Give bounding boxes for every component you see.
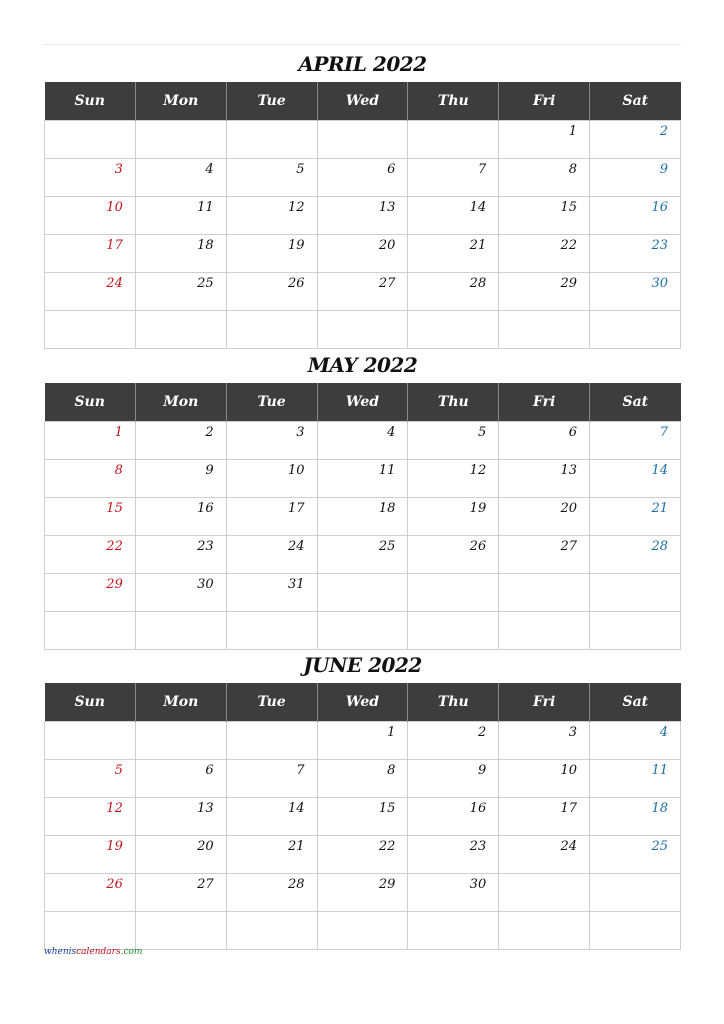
weekday-thu: Thu xyxy=(408,383,499,422)
month-april xyxy=(44,46,681,349)
month-title: JUNE 2022 xyxy=(303,653,422,677)
day-cell: 2 xyxy=(408,722,499,760)
day-cell: 10 xyxy=(45,197,136,235)
day-cell xyxy=(317,121,408,159)
week-row xyxy=(45,159,681,197)
day-cell: 30 xyxy=(590,273,681,311)
day-cell xyxy=(226,722,317,760)
weekday-sat: Sat xyxy=(590,683,681,722)
week-row xyxy=(45,121,681,159)
week-row xyxy=(45,422,681,460)
weekday-mon: Mon xyxy=(135,383,226,422)
month-title: APRIL 2022 xyxy=(298,52,427,76)
day-cell: 14 xyxy=(590,460,681,498)
day-cell: 25 xyxy=(317,536,408,574)
week-row xyxy=(45,722,681,760)
day-cell: 9 xyxy=(135,460,226,498)
day-cell: 5 xyxy=(226,159,317,197)
day-cell: 30 xyxy=(408,874,499,912)
day-cell: 13 xyxy=(135,798,226,836)
weekday-fri: Fri xyxy=(499,383,590,422)
day-cell: 27 xyxy=(135,874,226,912)
day-cell xyxy=(317,574,408,612)
day-cell xyxy=(408,121,499,159)
day-cell: 17 xyxy=(226,498,317,536)
day-cell: 9 xyxy=(408,760,499,798)
day-cell: 7 xyxy=(408,159,499,197)
week-row xyxy=(45,836,681,874)
day-cell xyxy=(590,574,681,612)
week-row xyxy=(45,235,681,273)
day-cell: 19 xyxy=(45,836,136,874)
weekday-sat: Sat xyxy=(590,82,681,121)
day-cell: 15 xyxy=(499,197,590,235)
calendar-grid xyxy=(44,683,681,950)
week-row xyxy=(45,460,681,498)
day-cell xyxy=(408,612,499,650)
day-cell xyxy=(499,874,590,912)
day-cell xyxy=(590,912,681,950)
week-row xyxy=(45,273,681,311)
weekday-mon: Mon xyxy=(135,82,226,121)
day-cell xyxy=(135,311,226,349)
day-cell: 4 xyxy=(135,159,226,197)
day-cell: 27 xyxy=(317,273,408,311)
weekday-header-row xyxy=(45,82,681,121)
day-cell: 20 xyxy=(135,836,226,874)
day-cell: 3 xyxy=(45,159,136,197)
day-cell xyxy=(226,121,317,159)
day-cell xyxy=(45,311,136,349)
day-cell xyxy=(135,121,226,159)
day-cell xyxy=(499,311,590,349)
weekday-tue: Tue xyxy=(226,683,317,722)
calendar-grid xyxy=(44,82,681,349)
day-cell xyxy=(135,912,226,950)
day-cell xyxy=(408,574,499,612)
weekday-sun: Sun xyxy=(45,683,136,722)
day-cell: 3 xyxy=(499,722,590,760)
day-cell xyxy=(590,874,681,912)
calendar-grid xyxy=(44,383,681,650)
week-row xyxy=(45,311,681,349)
day-cell: 6 xyxy=(317,159,408,197)
day-cell: 20 xyxy=(499,498,590,536)
weekday-thu: Thu xyxy=(408,683,499,722)
day-cell: 24 xyxy=(226,536,317,574)
day-cell xyxy=(317,311,408,349)
day-cell: 14 xyxy=(226,798,317,836)
day-cell: 16 xyxy=(408,798,499,836)
day-cell: 5 xyxy=(45,760,136,798)
day-cell: 29 xyxy=(317,874,408,912)
month-title: MAY 2022 xyxy=(307,353,418,377)
month-june xyxy=(44,647,681,950)
day-cell: 19 xyxy=(408,498,499,536)
day-cell: 22 xyxy=(499,235,590,273)
day-cell: 26 xyxy=(45,874,136,912)
day-cell: 10 xyxy=(226,460,317,498)
weekday-wed: Wed xyxy=(317,82,408,121)
weekday-wed: Wed xyxy=(317,683,408,722)
day-cell: 6 xyxy=(499,422,590,460)
day-cell: 13 xyxy=(499,460,590,498)
weekday-sun: Sun xyxy=(45,383,136,422)
day-cell xyxy=(45,912,136,950)
calendar-body xyxy=(45,121,681,349)
day-cell: 26 xyxy=(226,273,317,311)
day-cell xyxy=(317,912,408,950)
day-cell: 25 xyxy=(135,273,226,311)
day-cell xyxy=(45,722,136,760)
day-cell xyxy=(226,912,317,950)
day-cell: 25 xyxy=(590,836,681,874)
day-cell: 28 xyxy=(408,273,499,311)
day-cell: 9 xyxy=(590,159,681,197)
day-cell: 15 xyxy=(317,798,408,836)
day-cell xyxy=(135,722,226,760)
day-cell: 3 xyxy=(226,422,317,460)
calendar-body xyxy=(45,722,681,950)
weekday-wed: Wed xyxy=(317,383,408,422)
day-cell: 13 xyxy=(317,197,408,235)
day-cell: 18 xyxy=(135,235,226,273)
day-cell: 20 xyxy=(317,235,408,273)
website-link-part: calendars xyxy=(76,947,121,957)
day-cell xyxy=(317,612,408,650)
week-row xyxy=(45,574,681,612)
day-cell: 4 xyxy=(590,722,681,760)
week-row xyxy=(45,760,681,798)
day-cell: 12 xyxy=(226,197,317,235)
day-cell: 23 xyxy=(590,235,681,273)
day-cell: 11 xyxy=(135,197,226,235)
day-cell: 22 xyxy=(45,536,136,574)
week-row xyxy=(45,498,681,536)
weekday-sat: Sat xyxy=(590,383,681,422)
day-cell xyxy=(499,612,590,650)
weekday-thu: Thu xyxy=(408,82,499,121)
day-cell xyxy=(45,121,136,159)
calendar-body xyxy=(45,422,681,650)
day-cell: 1 xyxy=(45,422,136,460)
day-cell: 21 xyxy=(590,498,681,536)
day-cell xyxy=(499,574,590,612)
day-cell xyxy=(590,311,681,349)
day-cell: 14 xyxy=(408,197,499,235)
month-may xyxy=(44,347,681,650)
day-cell: 29 xyxy=(499,273,590,311)
day-cell: 23 xyxy=(135,536,226,574)
day-cell: 10 xyxy=(499,760,590,798)
day-cell: 1 xyxy=(499,121,590,159)
day-cell xyxy=(45,612,136,650)
week-row xyxy=(45,912,681,950)
day-cell: 6 xyxy=(135,760,226,798)
weekday-mon: Mon xyxy=(135,683,226,722)
weekday-header-row xyxy=(45,383,681,422)
website-link[interactable] xyxy=(44,947,142,957)
day-cell: 29 xyxy=(45,574,136,612)
day-cell: 21 xyxy=(226,836,317,874)
week-row xyxy=(45,798,681,836)
website-link-part: whenis xyxy=(44,947,77,957)
day-cell: 17 xyxy=(45,235,136,273)
day-cell: 24 xyxy=(45,273,136,311)
day-cell xyxy=(590,612,681,650)
day-cell: 7 xyxy=(226,760,317,798)
day-cell: 8 xyxy=(45,460,136,498)
week-row xyxy=(45,536,681,574)
day-cell: 22 xyxy=(317,836,408,874)
day-cell xyxy=(499,912,590,950)
day-cell xyxy=(135,612,226,650)
day-cell: 28 xyxy=(226,874,317,912)
weekday-fri: Fri xyxy=(499,683,590,722)
weekday-tue: Tue xyxy=(226,82,317,121)
week-row xyxy=(45,874,681,912)
day-cell: 12 xyxy=(408,460,499,498)
day-cell: 19 xyxy=(226,235,317,273)
website-link-part: .com xyxy=(120,947,143,957)
day-cell: 11 xyxy=(590,760,681,798)
weekday-sun: Sun xyxy=(45,82,136,121)
day-cell: 1 xyxy=(317,722,408,760)
day-cell: 26 xyxy=(408,536,499,574)
day-cell: 30 xyxy=(135,574,226,612)
day-cell: 8 xyxy=(317,760,408,798)
weekday-header-row xyxy=(45,683,681,722)
day-cell: 15 xyxy=(45,498,136,536)
weekday-fri: Fri xyxy=(499,82,590,121)
day-cell xyxy=(408,311,499,349)
day-cell: 4 xyxy=(317,422,408,460)
day-cell: 17 xyxy=(499,798,590,836)
day-cell: 31 xyxy=(226,574,317,612)
day-cell: 11 xyxy=(317,460,408,498)
weekday-tue: Tue xyxy=(226,383,317,422)
day-cell xyxy=(226,311,317,349)
day-cell xyxy=(408,912,499,950)
day-cell: 2 xyxy=(590,121,681,159)
day-cell: 5 xyxy=(408,422,499,460)
week-row xyxy=(45,612,681,650)
day-cell: 8 xyxy=(499,159,590,197)
day-cell: 21 xyxy=(408,235,499,273)
day-cell: 23 xyxy=(408,836,499,874)
day-cell: 27 xyxy=(499,536,590,574)
day-cell xyxy=(226,612,317,650)
day-cell: 18 xyxy=(317,498,408,536)
day-cell: 16 xyxy=(590,197,681,235)
day-cell: 16 xyxy=(135,498,226,536)
day-cell: 7 xyxy=(590,422,681,460)
day-cell: 28 xyxy=(590,536,681,574)
top-divider xyxy=(44,44,681,45)
day-cell: 24 xyxy=(499,836,590,874)
day-cell: 12 xyxy=(45,798,136,836)
day-cell: 2 xyxy=(135,422,226,460)
day-cell: 18 xyxy=(590,798,681,836)
week-row xyxy=(45,197,681,235)
